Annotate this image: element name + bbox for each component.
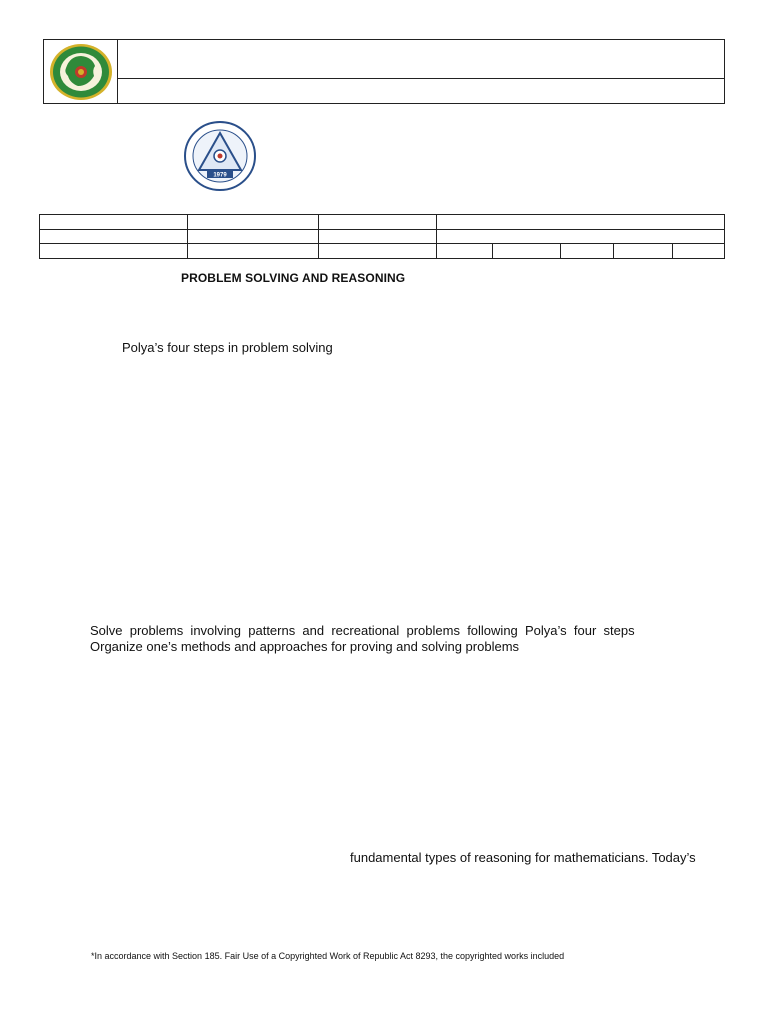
copyright-footnote: *In accordance with Section 185. Fair Use of a Copyrighted Work of Republic Act 8293, the copyrighted works included — [91, 951, 565, 961]
college-seal-icon — [183, 120, 257, 192]
objective-1: Solve problems involving patterns and recreational problems following Polya’s four steps — [90, 623, 635, 638]
header-logo-cell — [44, 40, 118, 103]
table-col-divider — [613, 243, 614, 258]
table-col-divider — [560, 243, 561, 258]
table-col-divider — [672, 243, 673, 258]
document-title: PROBLEM SOLVING AND REASONING — [181, 271, 406, 285]
body-text-fragment: fundamental types of reasoning for mathematicians. Today’s — [350, 850, 696, 865]
table-row-divider — [40, 243, 724, 244]
table-col-divider — [187, 215, 188, 258]
topic-text: Polya’s four steps in problem solving — [122, 340, 333, 355]
college-seal-year: 1979 — [213, 172, 227, 179]
table-row-divider — [40, 229, 724, 230]
info-table — [39, 214, 725, 259]
header-row-divider — [118, 78, 724, 79]
university-seal-icon — [48, 42, 114, 102]
table-col-divider — [436, 215, 437, 258]
objective-2: Organize one’s methods and approaches for proving and solving problems — [90, 639, 520, 654]
document-header — [43, 39, 725, 104]
table-col-divider — [318, 215, 319, 258]
table-col-divider — [492, 243, 493, 258]
